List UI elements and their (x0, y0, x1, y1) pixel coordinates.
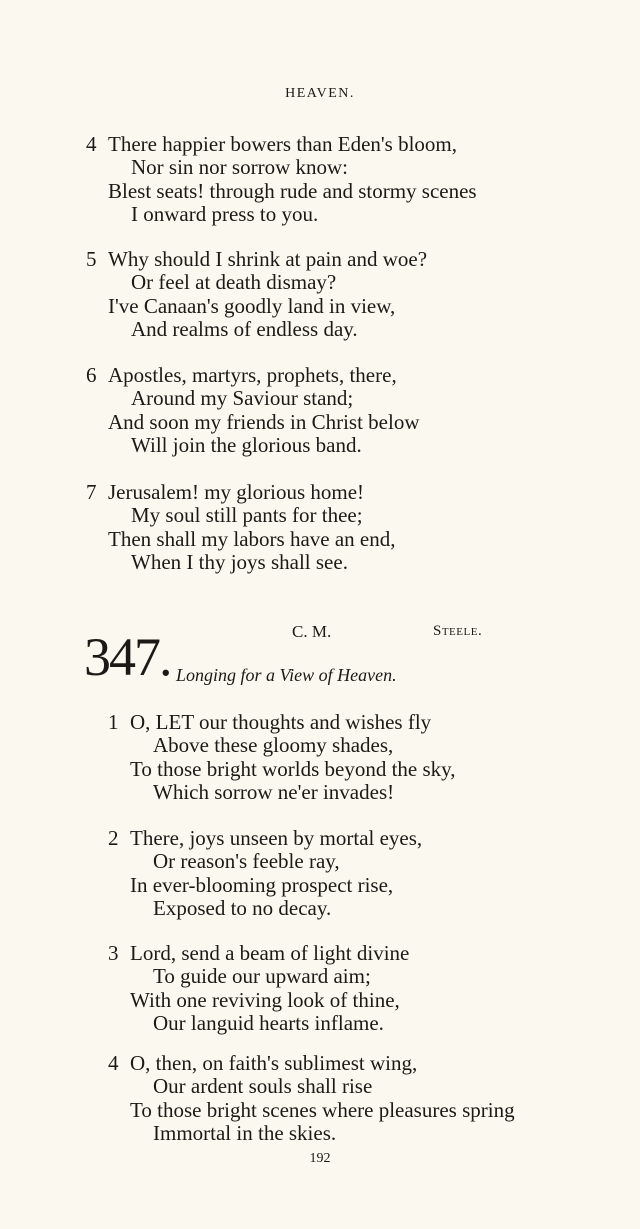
stanza-4 (108, 1052, 515, 1145)
stanza-number: 4 (108, 1051, 119, 1075)
verse-line: When I thy joys shall see. (131, 549, 348, 574)
verse-line: O, then, on faith's sublimest wing, (130, 1051, 418, 1075)
verse-line: There happier bowers than Eden's bloom, (108, 132, 458, 156)
verse-line: Which sorrow ne'er invades! (153, 779, 395, 804)
stanza-prev-5 (86, 248, 427, 341)
verse-line: Or reason's feeble ray, (153, 849, 340, 874)
stanza-3 (108, 942, 409, 1035)
verse-line: Our ardent souls shall rise (153, 1074, 373, 1099)
verse-line: And soon my friends in Christ below (108, 409, 420, 434)
stanza-number: 5 (86, 247, 97, 271)
verse-line: Jerusalem! my glorious home! (108, 480, 365, 504)
stanza-number: 6 (86, 363, 97, 387)
verse-line: Apostles, martyrs, prophets, there, (108, 363, 397, 387)
verse-line: I onward press to you. (131, 201, 319, 226)
verse-line: Then shall my labors have an end, (108, 526, 396, 551)
stanza-number: 2 (108, 826, 119, 850)
page-number: 192 (309, 1151, 331, 1166)
verse-line: My soul still pants for thee; (131, 503, 363, 528)
stanza-prev-6 (86, 364, 419, 457)
verse-line: In ever-blooming prospect rise, (130, 872, 394, 897)
verse-line: And realms of endless day. (131, 316, 358, 341)
stanza-2 (108, 827, 422, 920)
verse-line: To those bright scenes where pleasures spring (130, 1097, 515, 1122)
hymn-meter: C. M. (292, 622, 332, 641)
verse-line: To those bright worlds beyond the sky, (130, 756, 456, 781)
verse-line: Above these gloomy shades, (153, 733, 394, 758)
verse-line: There, joys unseen by mortal eyes, (130, 826, 423, 850)
verse-line: Blest seats! through rude and stormy scenes (108, 178, 477, 203)
verse-line: Will join the glorious band. (131, 432, 362, 457)
verse-line: To guide our upward aim; (153, 964, 371, 989)
running-head: HEAVEN. (285, 86, 355, 101)
hymn-author: Steele. (433, 623, 483, 639)
verse-line: Immortal in the skies. (153, 1120, 337, 1145)
stanza-number: 3 (108, 941, 119, 965)
verse-line: Lord, send a beam of light divine (130, 941, 410, 965)
hymn-title: Longing for a View of Heaven. (176, 665, 397, 685)
stanza-number: 4 (86, 132, 97, 156)
stanza-1 (108, 711, 456, 804)
verse-line: With one reviving look of thine, (130, 987, 400, 1012)
verse-line: Exposed to no decay. (153, 895, 332, 920)
verse-line: O, LET our thoughts and wishes fly (130, 710, 432, 734)
stanza-number: 1 (108, 710, 119, 734)
verse-line: Nor sin nor sorrow know: (131, 155, 348, 180)
stanza-prev-4 (86, 133, 477, 226)
hymn-number: 347. (84, 627, 171, 687)
stanza-prev-7 (86, 481, 396, 574)
verse-line: Around my Saviour stand; (131, 386, 354, 411)
verse-line: Why should I shrink at pain and woe? (108, 247, 428, 271)
verse-line: I've Canaan's goodly land in view, (108, 293, 396, 318)
verse-line: Or feel at death dismay? (131, 270, 337, 295)
verse-line: Our languid hearts inflame. (153, 1010, 384, 1035)
stanza-number: 7 (86, 480, 97, 504)
